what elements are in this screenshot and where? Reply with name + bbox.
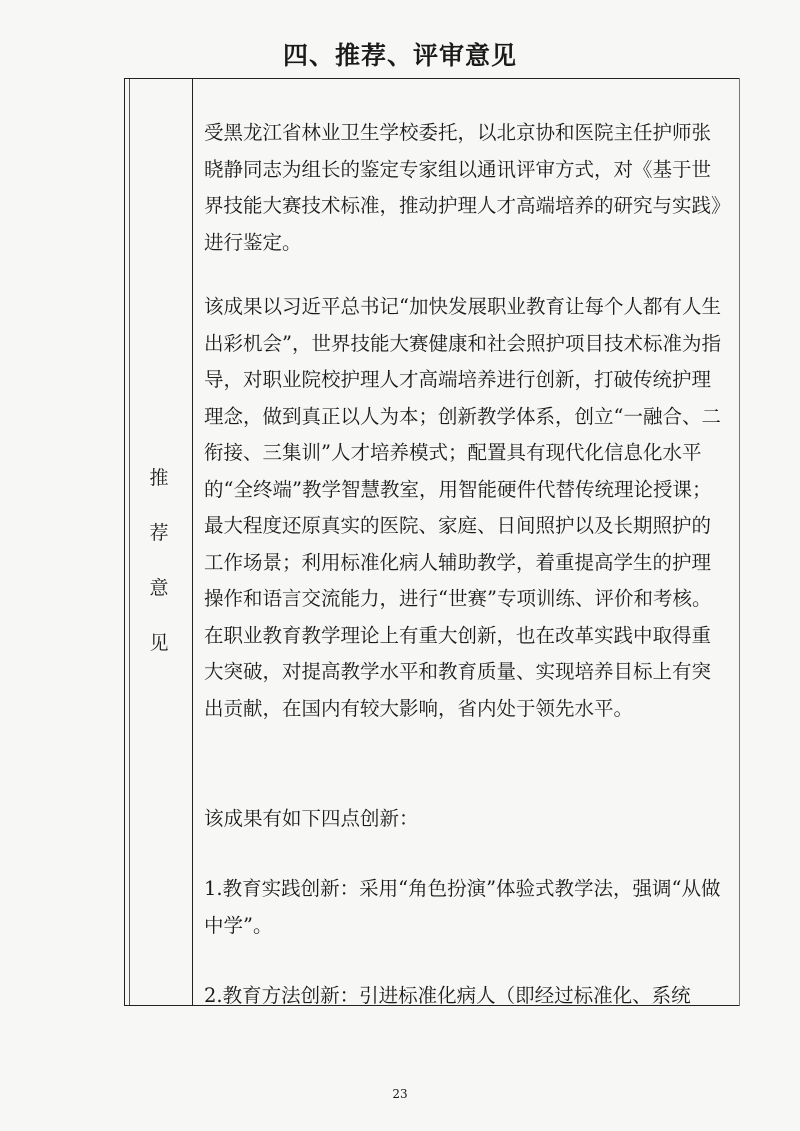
right-edge-rule [739,78,740,1006]
paragraph-innovations-heading: 该成果有如下四点创新： [204,807,419,830]
page-number: 23 [392,1087,408,1101]
opinion-content [195,79,735,1005]
paragraph-evaluation: 该成果以习近平总书记“加快发展职业教育让每个人都有人生出彩机会”，世界技能大赛健康和社会照护项目技术标准为指导，对职业院校护理人才高端培养进行创新，打破传统护理理念，做到真正以人为本；创新教学体系，创立“一融合、二衔接、三集训”人才培养模式；配置具有现代化信息化水平的“全终端”教学智慧教室，用智能硬件代替传统理论授课；最大程度还原真实的医院、家庭、日间照护以及长期照护的工作场景；利用标准化病人辅助教学，着重提高学生的护理操作和语言交流能力，进行“世赛”专项训练、评价和考核。在职业教育教学理论上有重大创新，也在改革实践中取得重大突破，对提高教学水平和教育质量、实现培养目标上有突出贡献，在国内有较大影响，省内处于领先水平。 [204,295,721,720]
label-char: 意 [149,577,169,599]
label-char: 荐 [149,522,169,544]
review-table [124,78,740,1006]
label-char: 推 [149,467,169,489]
inner-rule [129,79,130,1005]
label-char: 见 [149,632,169,654]
page-title: 四、推荐、评审意见 [282,41,517,70]
label-column [125,79,193,1005]
recommendation-label [141,451,177,671]
paragraph-innovation-1: 1.教育实践创新：采用“角色扮演”体验式教学法，强调“从做中学”。 [204,877,721,937]
paragraph-innovation-2: 2.教育方法创新：引进标准化病人（即经过标准化、系统 [204,984,691,1005]
paragraph-intro: 受黑龙江省林业卫生学校委托，以北京协和医院主任护师张晓静同志为组长的鉴定专家组以通讯评审方式，对《基于世界技能大赛技术标准，推动护理人才高端培养的研究与实践》进行鉴定。 [204,121,721,254]
